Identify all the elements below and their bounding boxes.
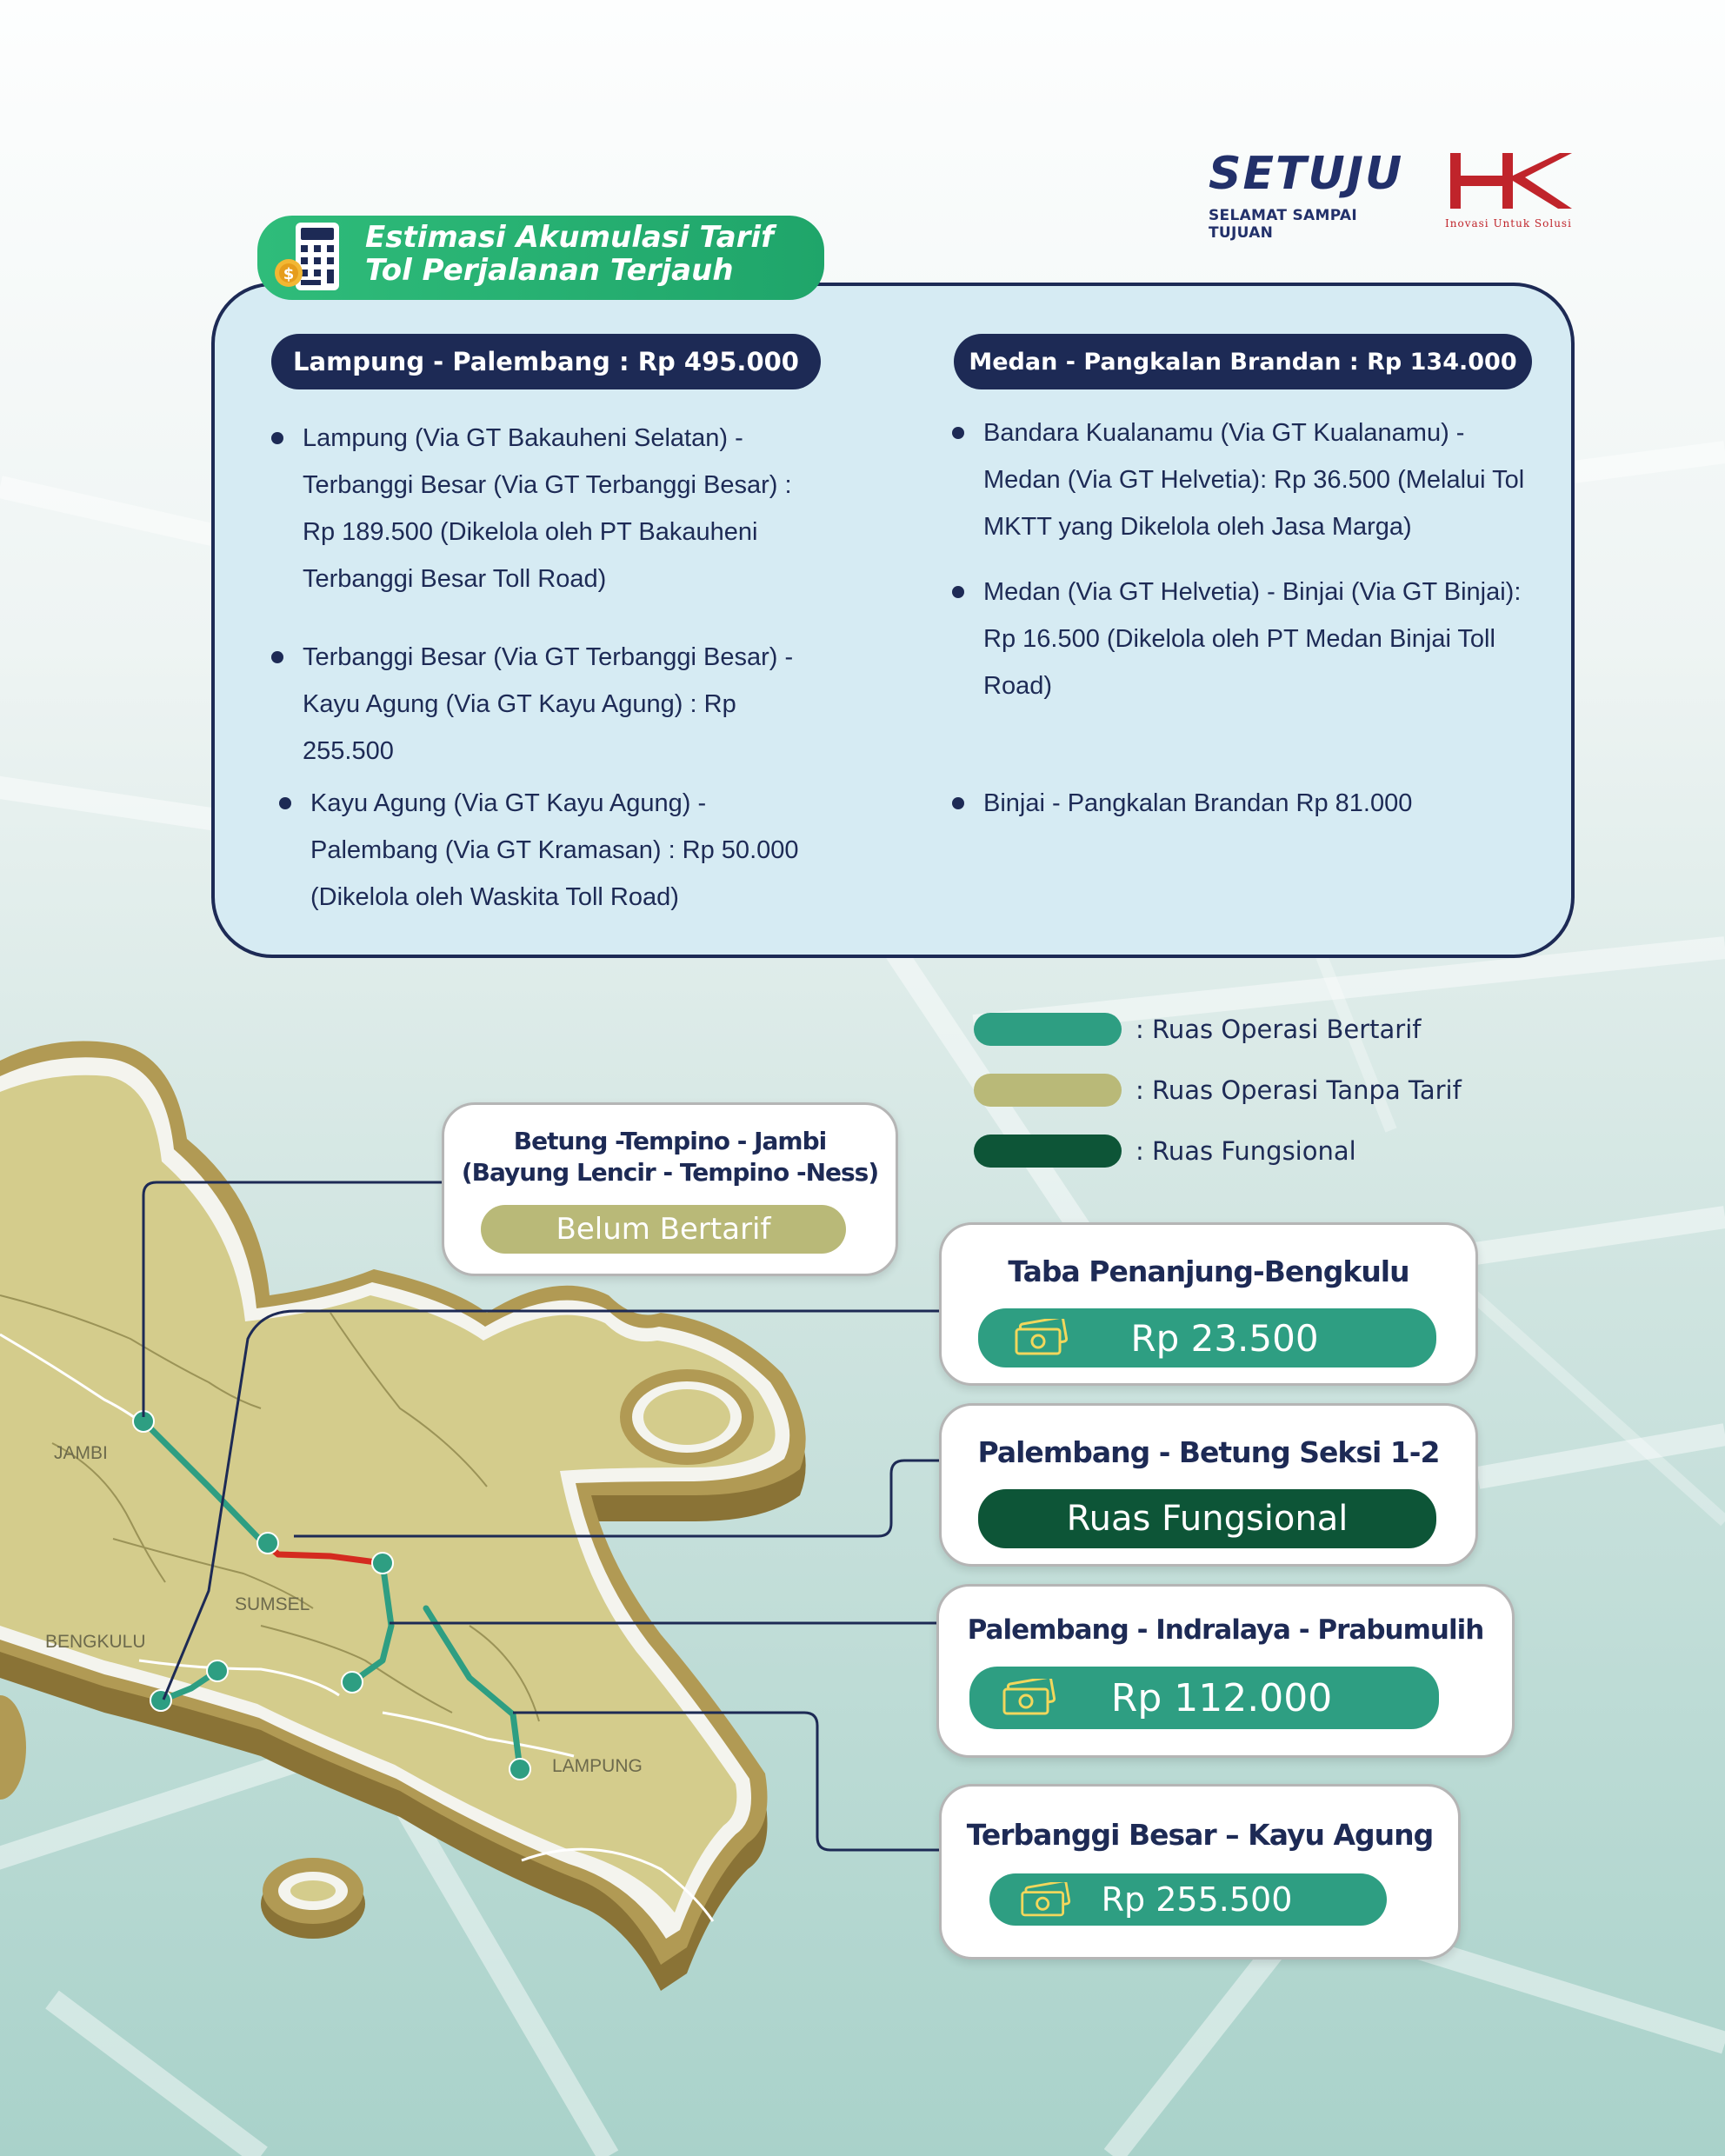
callout-card-taba-penanjung-bengkulu [939, 1222, 1478, 1386]
list-item [271, 415, 810, 602]
list-item-text: Kayu Agung (Via GT Kayu Agung) - Palembang (Via GT Kramasan) : Rp 50.000 (Dikelola oleh Waskita Toll Road) [310, 789, 799, 911]
route-title-lampung-palembang: Lampung - Palembang : Rp 495.000 [271, 334, 821, 389]
list-item [271, 634, 810, 775]
list-item [952, 569, 1535, 709]
setuju-wordmark: SETUJU [1209, 148, 1404, 200]
card-title-line2: (Bayung Lencir - Tempino -Ness) [461, 1158, 879, 1187]
bullet-dot [279, 797, 291, 809]
legend-swatch [974, 1135, 1122, 1168]
price-value: Rp 23.500 [1130, 1316, 1319, 1360]
list-item [952, 409, 1535, 550]
list-item [952, 780, 1535, 827]
price-value: Rp 112.000 [1110, 1675, 1333, 1720]
legend-item-fungsional [974, 1135, 1356, 1168]
callout-card-terbanggi-kayu-agung [939, 1784, 1461, 1960]
price-badge [969, 1667, 1439, 1729]
price-badge [989, 1873, 1387, 1926]
card-title: Terbanggi Besar – Kayu Agung [966, 1818, 1434, 1852]
header-banner [257, 216, 824, 300]
legend-swatch [974, 1013, 1122, 1046]
list-item-text: Bandara Kualanamu (Via GT Kualanamu) - Medan (Via GT Helvetia): Rp 36.500 (Melalui Tol MKTT yang Dikelola oleh Jasa Marga) [983, 419, 1525, 541]
price-value: Rp 255.500 [1101, 1880, 1293, 1919]
money-icon [1013, 1319, 1069, 1357]
route-title-medan-pangkalan-brandan: Medan - Pangkalan Brandan : Rp 134.000 [954, 334, 1532, 389]
status-badge: Ruas Fungsional [978, 1489, 1436, 1548]
status-badge: Belum Bertarif [481, 1205, 846, 1254]
callout-card-betung-jambi [442, 1102, 898, 1276]
legend-item-operasi-bertarif [974, 1013, 1421, 1046]
card-title: Palembang - Indralaya - Prabumulih [967, 1614, 1484, 1646]
region-label-lampung: LAMPUNG [552, 1756, 643, 1776]
map-island-land [290, 1880, 336, 1901]
bullet-dot [952, 797, 964, 809]
legend-label: : Ruas Operasi Bertarif [1136, 1015, 1422, 1044]
hk-logo-mark [1445, 150, 1575, 212]
list-item-text: Medan (Via GT Helvetia) - Binjai (Via GT Binjai): Rp 16.500 (Dikelola oleh PT Medan Binjai Toll Road) [983, 578, 1522, 700]
bullet-dot [271, 432, 283, 444]
price-badge [978, 1308, 1436, 1367]
list-item-text: Lampung (Via GT Bakauheni Selatan) - Terbanggi Besar (Via GT Terbanggi Besar) : Rp 189.500 (Dikelola oleh PT Bakauheni Terbanggi Besar Toll Road) [303, 424, 792, 593]
map-legend [974, 1013, 1530, 1178]
region-label-bengkulu: BENGKULU [45, 1632, 146, 1652]
region-label-jambi: JAMBI [54, 1443, 108, 1463]
list-item-text: Binjai - Pangkalan Brandan Rp 81.000 [983, 789, 1413, 817]
map-island [0, 1695, 26, 1800]
bullet-dot [952, 586, 964, 598]
card-title-line1: Betung -Tempino - Jambi [513, 1127, 827, 1155]
svg-text:$: $ [283, 265, 295, 283]
map-island-land [643, 1389, 730, 1445]
bullet-dot [952, 427, 964, 439]
hk-logo [1445, 150, 1575, 232]
tariff-info-panel [211, 283, 1575, 958]
setuju-tagline: SELAMAT SAMPAI TUJUAN [1209, 207, 1358, 242]
card-title: Palembang - Betung Seksi 1-2 [977, 1435, 1440, 1469]
header-title-line2: Tol Perjalanan Terjauh [365, 253, 734, 288]
card-title: Taba Penanjung-Bengkulu [1008, 1254, 1409, 1288]
header-title-line1: Estimasi Akumulasi Tarif [365, 220, 774, 255]
legend-item-operasi-tanpa-tarif [974, 1074, 1462, 1107]
money-icon [1001, 1679, 1056, 1717]
callout-card-palembang-indralaya-prabumulih [936, 1584, 1515, 1758]
list-item-text: Terbanggi Besar (Via GT Terbanggi Besar) - Kayu Agung (Via GT Kayu Agung) : Rp 255.500 [303, 643, 794, 765]
bullet-dot [271, 651, 283, 663]
legend-swatch [974, 1074, 1122, 1107]
hk-tagline: Inovasi Untuk Solusi [1445, 217, 1572, 230]
card-title [444, 1126, 896, 1188]
region-label-sumsel: SUMSEL [235, 1594, 310, 1614]
header-title [365, 221, 774, 287]
legend-label: : Ruas Fungsional [1136, 1136, 1356, 1166]
money-icon [1019, 1882, 1071, 1919]
calculator-icon [273, 221, 343, 294]
list-item [279, 780, 818, 921]
legend-label: : Ruas Operasi Tanpa Tarif [1136, 1075, 1462, 1105]
callout-card-palembang-betung [939, 1403, 1478, 1567]
setuju-logo [1209, 148, 1417, 242]
